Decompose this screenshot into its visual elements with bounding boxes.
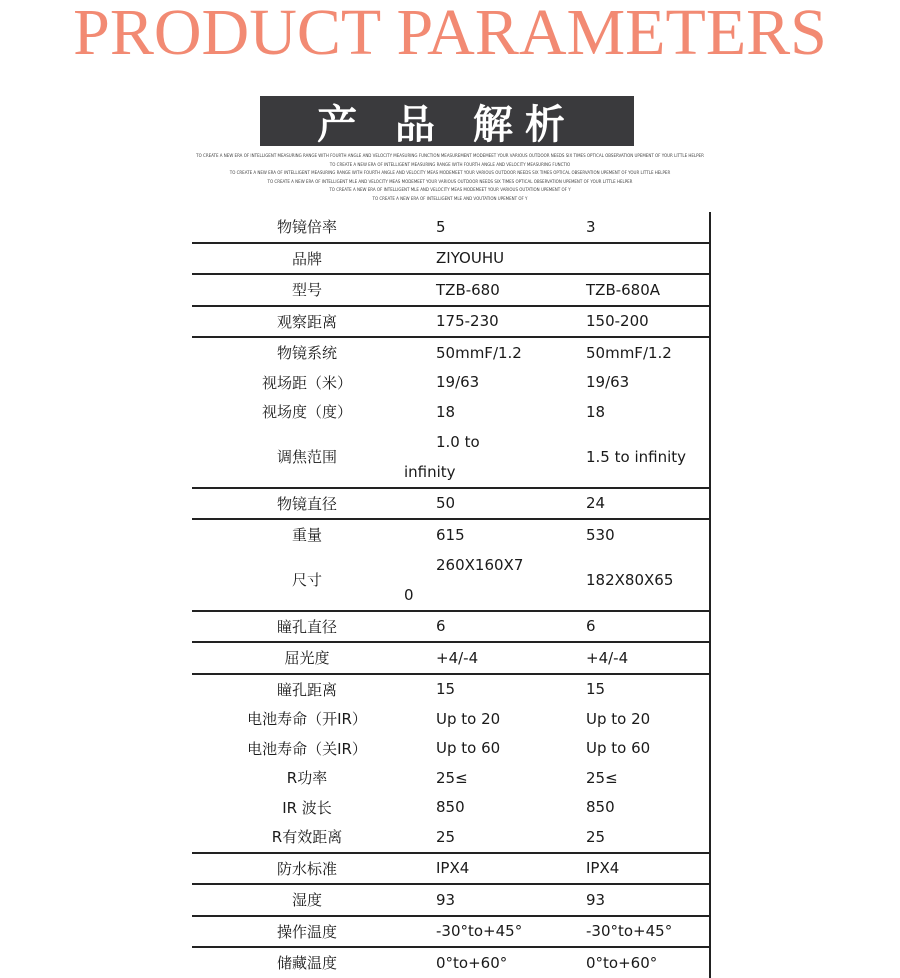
- spec-value: 50mmF/1.2: [436, 343, 522, 362]
- spec-value-line: 260X160X7: [436, 555, 524, 574]
- table-row: [192, 306, 710, 338]
- table-row: [192, 734, 710, 764]
- spec-label: 视场度（度）: [261, 403, 352, 422]
- fine-print-line: TO CREATE A NEW ERA OF INTELLIGENT MEASURING RANGE WITH FOURTH ANGLE AND VELOCITY MEASURING FUNCTION MEASUREMENT MODEMEET YOUR VARIOUS OUTDOOR NEEDS SIX TIMES OPTICAL OBSERVATION UPEMENT OF YOUR LITTLE HELPER: [196, 153, 704, 158]
- spec-value: 19/63: [436, 373, 480, 392]
- spec-label: 品牌: [192, 243, 422, 275]
- spec-label: 瞳孔距离: [276, 680, 337, 699]
- spec-value: Up to 60: [572, 734, 710, 764]
- table-row: [192, 611, 710, 643]
- banner-title: PRODUCT PARAMETERS: [73, 0, 827, 69]
- fine-print-line: TO CREATE A NEW ERA OF INTELLIGENT MLE AND VELOCITY MEAS MODEMEET YOUR VARIOUS OUTDOOR NEEDS SIX TIMES OPTICAL OBSERVATION UPEMENT OF YOUR LITTLE HELPER: [267, 178, 633, 184]
- spec-label: 物镜系统: [276, 344, 337, 363]
- spec-value: 25: [422, 822, 572, 853]
- spec-label: 型号: [192, 274, 422, 306]
- table-row: [192, 704, 710, 734]
- spec-value-line: 0: [404, 585, 414, 604]
- table-row: [192, 368, 710, 398]
- spec-label: 电池寿命（开IR）: [247, 710, 367, 729]
- spec-value: 25: [572, 822, 710, 853]
- table-row: [192, 884, 710, 916]
- spec-value: 5: [422, 212, 572, 243]
- table-row: [192, 243, 710, 275]
- spec-value: -30°to+45°: [572, 916, 710, 948]
- spec-label: 电池寿命（关IR）: [247, 739, 367, 758]
- spec-value: [404, 427, 572, 488]
- spec-label: R功率: [286, 769, 328, 788]
- table-row: [192, 337, 710, 368]
- table-row: [192, 427, 710, 488]
- table-row: [192, 397, 710, 427]
- spec-value: [404, 550, 572, 611]
- spec-value: IPX4: [422, 853, 572, 885]
- spec-label: 视场距（米）: [261, 373, 352, 392]
- spec-value: ZIYOUHU: [422, 243, 572, 275]
- spec-label: 重量: [291, 526, 322, 545]
- fine-print-line: TO CREATE A NEW ERA OF INTELLIGENT MLE AND VELOCITY MEAS MODEMEET YOUR VARIOUS OUTATION UPEMENT OF Y: [329, 187, 571, 192]
- spec-value: -30°to+45°: [422, 916, 572, 948]
- spec-label: 尺寸: [192, 550, 422, 611]
- spec-value: +4/-4: [572, 642, 710, 674]
- spec-label: 物镜直径: [192, 488, 422, 520]
- fine-print-line: TO CREATE A NEW ERA OF INTELLIGENT MEASURING RANGE WITH FOURTH ANGLE AND VELOCITY MEASURING FUNCTIO: [329, 161, 571, 167]
- spec-value: 6: [572, 611, 710, 643]
- spec-value: 15: [436, 680, 456, 699]
- spec-value: 182X80X65: [572, 550, 710, 611]
- spec-label: 屈光度: [192, 642, 422, 674]
- spec-value: 1.5 to infinity: [572, 427, 710, 488]
- spec-label: R有效距离: [192, 822, 422, 853]
- table-row: [192, 763, 710, 793]
- spec-value: TZB-680: [422, 274, 572, 306]
- spec-label: IR 波长: [282, 798, 332, 817]
- spec-value: [572, 243, 710, 275]
- spec-label: 储藏温度: [276, 954, 337, 973]
- table-row: [192, 853, 710, 885]
- spec-value: +4/-4: [422, 642, 572, 674]
- spec-value: 615: [436, 525, 465, 544]
- spec-value-line: 1.0 to: [436, 432, 480, 451]
- spec-table: [192, 212, 711, 978]
- table-row: [192, 642, 710, 674]
- spec-value: 0°to+60°: [436, 953, 508, 972]
- spec-value: 19/63: [572, 368, 710, 398]
- spec-value: 530: [572, 519, 710, 550]
- spec-label: 操作温度: [192, 916, 422, 948]
- spec-value: 25≤: [436, 768, 468, 787]
- spec-label: 防水标准: [192, 853, 422, 885]
- table-row: [192, 274, 710, 306]
- spec-value: Up to 60: [436, 739, 501, 758]
- spec-value: 93: [422, 884, 572, 916]
- spec-value: 6: [422, 611, 572, 643]
- spec-value: 0°to+60°: [572, 947, 710, 978]
- table-row: [192, 793, 710, 823]
- spec-value: 175-230: [422, 306, 572, 338]
- spec-label: 湿度: [192, 884, 422, 916]
- spec-value: 50: [422, 488, 572, 520]
- table-row: [192, 488, 710, 520]
- table-row: [192, 550, 710, 611]
- table-row: [192, 674, 710, 705]
- spec-value: 850: [436, 798, 465, 817]
- fine-print-line: TO CREATE A NEW ERA OF INTELLIGENT MLE AND VOUTATION UPEMENT OF Y: [372, 195, 528, 201]
- table-row: [192, 519, 710, 550]
- spec-value: 150-200: [572, 306, 710, 338]
- spec-value: 3: [572, 212, 710, 243]
- spec-value: 93: [572, 884, 710, 916]
- spec-value: 24: [572, 488, 710, 520]
- section-title: 产 品 解析: [260, 96, 634, 146]
- spec-value: 850: [572, 793, 710, 823]
- spec-value: Up to 20: [436, 709, 501, 728]
- spec-label: 瞳孔直径: [192, 611, 422, 643]
- spec-value: 50mmF/1.2: [572, 337, 710, 368]
- table-row: [192, 212, 710, 243]
- spec-value: 15: [572, 674, 710, 705]
- table-row: [192, 822, 710, 853]
- spec-value-line: infinity: [404, 462, 456, 481]
- spec-value: 18: [436, 402, 456, 421]
- table-row: [192, 916, 710, 948]
- spec-label: 物镜倍率: [192, 212, 422, 243]
- spec-value: 18: [572, 397, 710, 427]
- spec-value: TZB-680A: [572, 274, 710, 306]
- spec-value: Up to 20: [572, 704, 710, 734]
- spec-label: 调焦范围: [192, 427, 422, 488]
- spec-value: IPX4: [572, 853, 710, 885]
- table-row: [192, 947, 710, 978]
- fine-print-line: TO CREATE A NEW ERA OF INTELLIGENT MEASURING RANGE WITH FOURTH ANGLE AND VELOCITY MEAS MODEMEET YOUR VARIOUS OUTDOOR NEEDS SIX TIMES OPTICAL OBSERVATION UPEMENT OF YOUR LITTLE HELPER: [229, 170, 671, 175]
- spec-label: 观察距离: [192, 306, 422, 338]
- spec-value: 25≤: [572, 763, 710, 793]
- fine-print-block: [150, 152, 750, 203]
